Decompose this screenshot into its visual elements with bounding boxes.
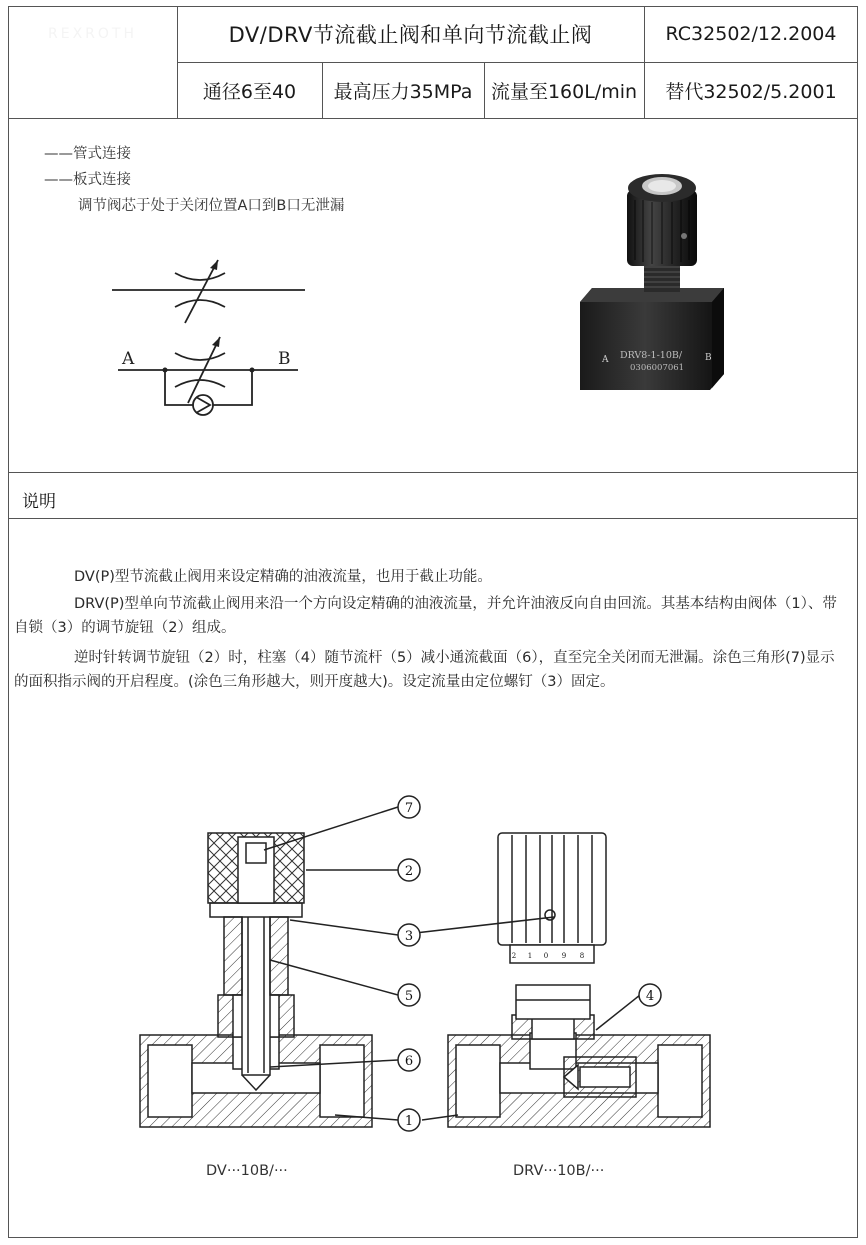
section-heading: 说明 — [22, 492, 56, 512]
scale-digit-9: 9 — [561, 952, 567, 960]
feature-no-leakage: 调节阀芯于处于关闭位置A口到B口无泄漏 — [78, 198, 345, 214]
photo-port-b: B — [705, 353, 712, 363]
callout-7: 7 — [404, 801, 414, 816]
spec-flow: 流量至160L/min — [490, 80, 638, 103]
feature-subplate-connection: ——板式连接 — [44, 172, 131, 188]
spec-max-pressure: 最高压力35MPa — [333, 80, 473, 103]
sectional-drawing — [130, 795, 730, 1140]
photo-marking-serial: 0306007061 — [630, 363, 685, 373]
scale-digit-0: 0 — [543, 952, 549, 960]
spec-nominal-size: 通径6至40 — [202, 80, 297, 103]
symbol-port-b: B — [278, 349, 291, 369]
scale-digit-1: 1 — [527, 952, 533, 960]
header-bottom-divider — [8, 118, 858, 119]
scale-digit-2: 2 — [511, 952, 517, 960]
callout-5: 5 — [404, 989, 414, 1004]
photo-port-a: A — [602, 355, 609, 365]
callout-1: 1 — [404, 1114, 414, 1129]
description-paragraph-2: DRV(P)型单向节流截止阀用来沿一个方向设定精确的油液流量，并允许油液反向自由回流。其基本结构由阀体（1）、带自锁（3）的调节旋钮（2）组成。 — [14, 596, 837, 636]
page-title: DV/DRV节流截止阀和单向节流截止阀 — [228, 23, 593, 47]
callout-4: 4 — [645, 989, 655, 1004]
spec-replaces: 替代32502/5.2001 — [665, 80, 837, 103]
feature-pipe-connection: ——管式连接 — [44, 146, 131, 162]
scale-digit-8: 8 — [579, 952, 585, 960]
section-bottom-divider — [8, 518, 858, 519]
section-top-divider — [8, 472, 858, 473]
caption-drv: DRV···10B/··· — [513, 1163, 605, 1179]
doc-number: RC32502/12.2004 — [665, 23, 837, 45]
symbol-port-a: A — [122, 349, 135, 369]
description-paragraph-3: 逆时针转调节旋钮（2）时，柱塞（4）随节流杆（5）减小通流截面（6），直至完全关闭而无泄漏。涂色三角形(7)显示的面积指示阀的开启程度。(涂色三角形越大，则开度越大)。设定流量由定位螺钉（3）固定。 — [14, 650, 835, 690]
callout-6: 6 — [404, 1054, 414, 1069]
description-paragraph-1: DV(P)型节流截止阀用来设定精确的油液流量，也用于截止功能。 — [74, 569, 492, 585]
hydraulic-symbol — [100, 255, 320, 425]
caption-dv: DV···10B/··· — [206, 1163, 288, 1179]
product-photo — [572, 160, 742, 395]
photo-marking-model: DRV8-1-10B/ — [620, 350, 683, 361]
brand-logo: REXROTH — [48, 26, 137, 42]
callout-3: 3 — [404, 929, 414, 944]
callout-2: 2 — [404, 864, 414, 879]
